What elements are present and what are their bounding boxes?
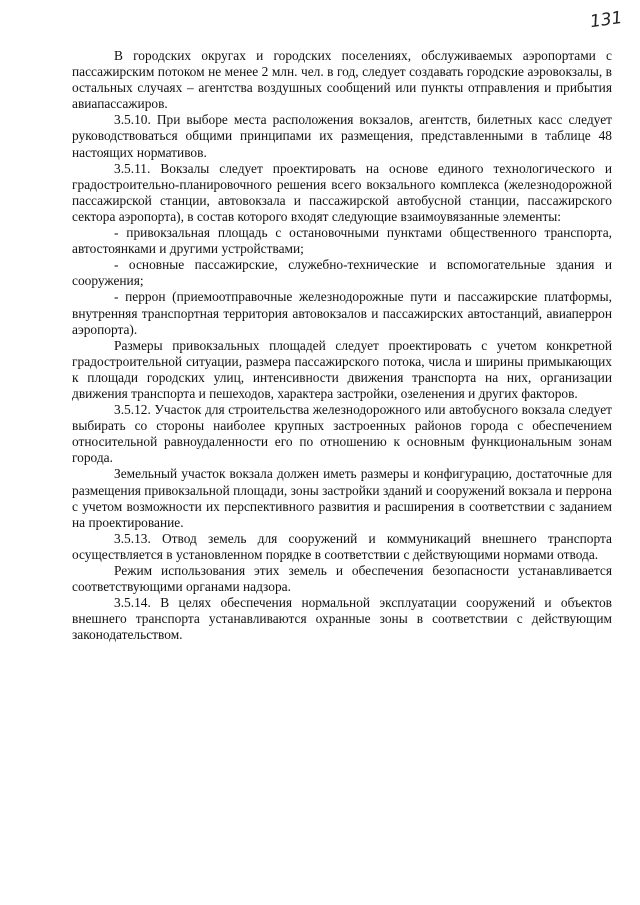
paragraph-airport-terminals: В городских округах и городских поселениях, обслуживаемых аэропортами с пассажирским потоком не менее 2 млн. чел. в год, следует создавать городские аэровокзалы, в остальных случаях – агентства воздушных сообщений или пункты отправления и прибытия авиапассажиров. (72, 48, 612, 112)
page-number: 131 (588, 7, 624, 33)
paragraph-3-5-11: 3.5.11. Вокзалы следует проектировать на основе единого технологического и градостроительно-планировочного решения всего вокзального комплекса (железнодорожной пассажирской станции, автовокзала и пассажирской автобусной станции, пассажирского сектора аэропорта), в состав которого входят следующие взаимоувязанные элементы: (72, 160, 612, 224)
list-item-station-square: - привокзальная площадь с остановочными пунктами общественного транспорта, автостоянками и другими устройствами; (72, 225, 612, 257)
paragraph-land-use-regime: Режим использования этих земель и обеспечения безопасности устанавливается соответствующими органами надзора. (72, 563, 612, 595)
paragraph-3-5-12: 3.5.12. Участок для строительства железнодорожного или автобусного вокзала следует выбирать со стороны наиболее крупных застроенных районов города с обеспечением относительной равноудаленности его по отношению к основным функциональным зонам города. (72, 402, 612, 466)
paragraph-square-sizes: Размеры привокзальных площадей следует проектировать с учетом конкретной градостроительной ситуации, размера пассажирского потока, числа и ширины примыкающих к площади городских улиц, интенсивности движения транспорта на них, организации движения транспорта и пешеходов, характера застройки, озеленения и других факторов. (72, 337, 612, 401)
list-item-platform: - перрон (приемоотправочные железнодорожные пути и пассажирские платформы, внутренняя транспортная территория автовокзалов и пассажирских автостанций, авиаперрон аэропорта). (72, 289, 612, 337)
paragraph-3-5-14: 3.5.14. В целях обеспечения нормальной эксплуатации сооружений и объектов внешнего транспорта устанавливаются охранные зоны в соответствии с действующим законодательством. (72, 595, 612, 643)
paragraph-land-plot: Земельный участок вокзала должен иметь размеры и конфигурацию, достаточные для размещения привокзальной площади, зоны застройки зданий и сооружений вокзала и перрона с учетом возможности их перспективного развития и расширения в соответствии с заданием на проектирование. (72, 466, 612, 530)
paragraph-3-5-13: 3.5.13. Отвод земель для сооружений и коммуникаций внешнего транспорта осуществляется в установленном порядке в соответствии с действующими нормами отвода. (72, 530, 612, 562)
paragraph-3-5-10: 3.5.10. При выборе места расположения вокзалов, агентств, билетных касс следует руководствоваться общими принципами их размещения, представленными в таблице 48 настоящих нормативов. (72, 112, 612, 160)
document-body (72, 48, 612, 643)
list-item-main-buildings: - основные пассажирские, служебно-технические и вспомогательные здания и сооружения; (72, 257, 612, 289)
